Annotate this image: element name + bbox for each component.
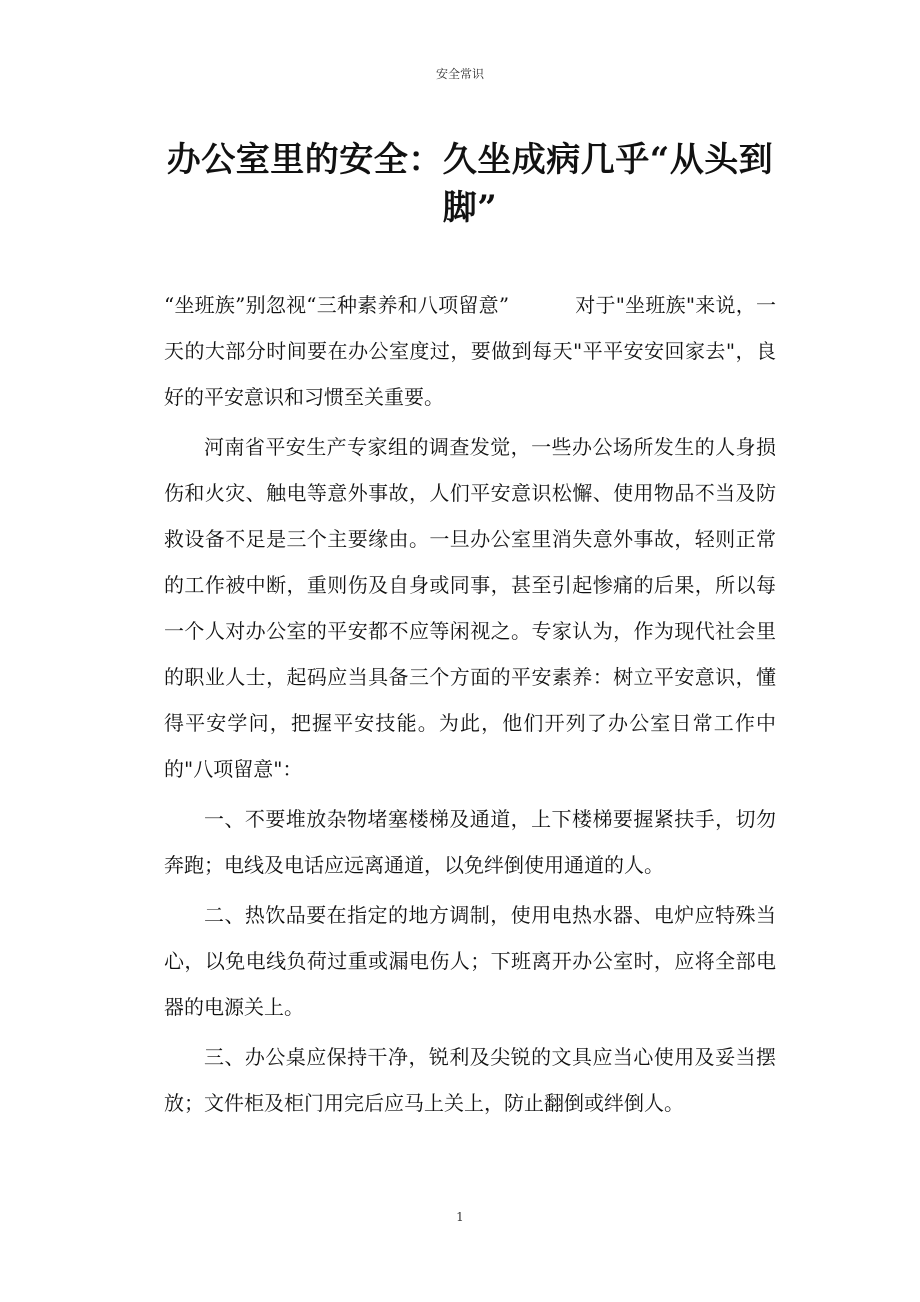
intro-paragraph <box>164 282 776 420</box>
body-paragraph-item-1: 一、不要堆放杂物堵塞楼梯及通道，上下楼梯要握紧扶手，切勿奔跑；电线及电话应远离通道，以免绊倒使用通道的人。 <box>164 807 776 877</box>
intro-lead: “坐班族”别忽视“三种素养和八项留意” <box>164 293 510 317</box>
page-number: 1 <box>456 1210 464 1224</box>
page-header: 安全常识 <box>435 67 484 81</box>
body-paragraph-survey: 河南省平安生产专家组的调查发觉，一些办公场所发生的人身损伤和火灾、触电等意外事故，人们平安意识松懈、使用物品不当及防救设备不足是三个主要缘由。一旦办公室里消失意外事故，轻则正常的工作被中断，重则伤及自身或同事，甚至引起惨痛的后果，所以每一个人对办公室的平安都不应等闲视之。专家认为，作为现代社会里的职业人士，起码应当具备三个方面的平安素养：树立平安意识，懂得平安学问，把握平安技能。为此，他们开列了办公室日常工作中的"八项留意"： <box>164 435 776 781</box>
intro-rest: 对于"坐班族"来说，一天的大部分时间要在办公室度过，要做到每天"平平安安回家去"，良好的平安意识和习惯至关重要。 <box>164 293 776 409</box>
document-title: 办公室里的安全：久坐成病几乎“从头到脚” <box>166 140 774 228</box>
body-paragraph-item-2: 二、热饮品要在指定的地方调制，使用电热水器、电炉应特殊当心，以免电线负荷过重或漏电伤人；下班离开办公室时，应将全部电器的电源关上。 <box>164 903 776 1019</box>
document-body <box>164 282 776 1130</box>
body-paragraph-item-3: 三、办公桌应保持干净，锐利及尖锐的文具应当心使用及妥当摆放；文件柜及柜门用完后应马上关上，防止翻倒或绊倒人。 <box>164 1045 776 1115</box>
